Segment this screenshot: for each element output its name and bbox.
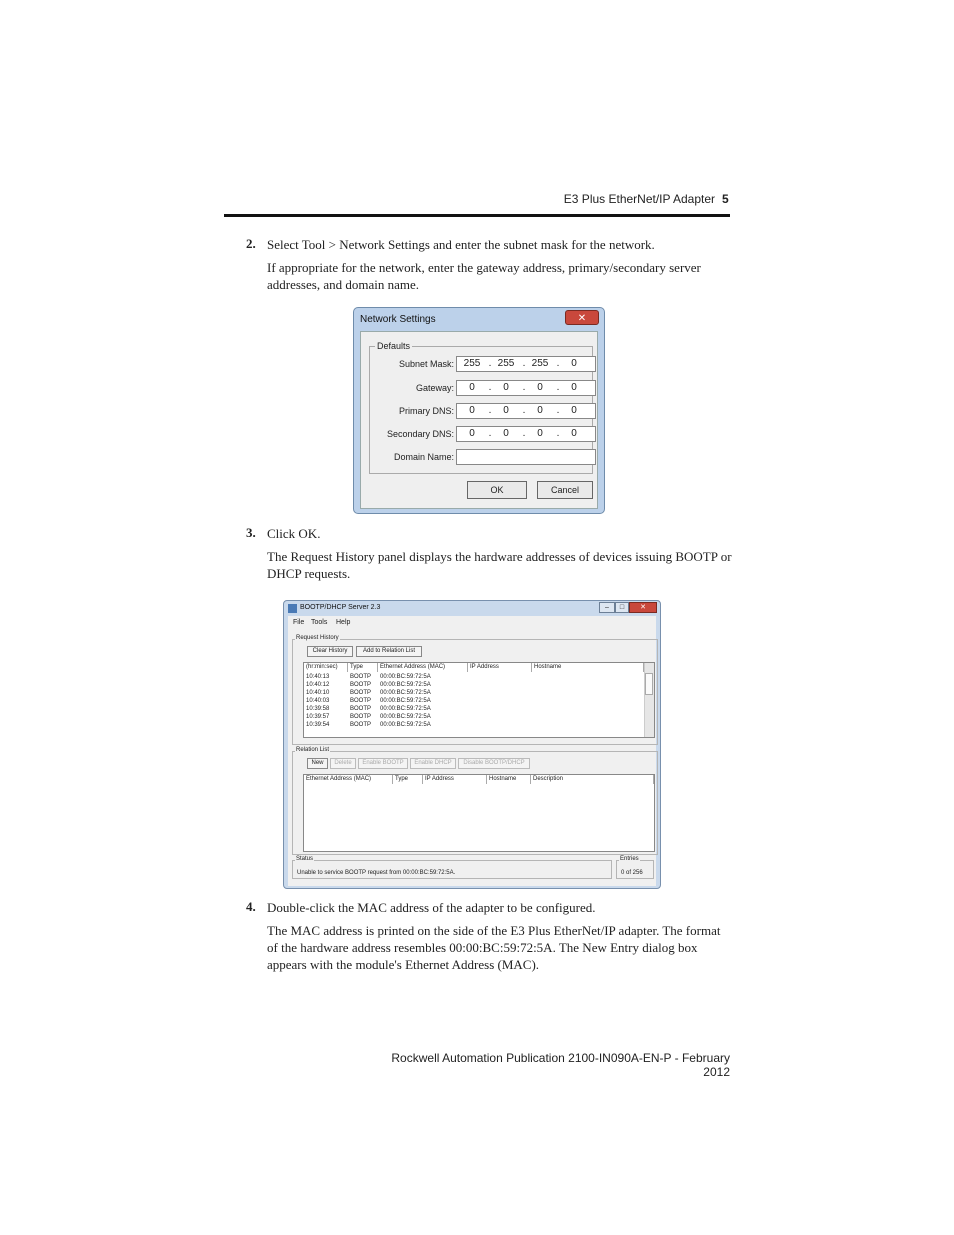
status-label: Status	[296, 856, 314, 862]
table-cell[interactable]: 00:00:BC:59:72:5A	[380, 674, 431, 680]
entries-box	[616, 860, 654, 879]
table-cell[interactable]: 00:00:BC:59:72:5A	[380, 690, 431, 696]
app-icon	[288, 604, 297, 613]
minimize-button[interactable]: –	[599, 602, 615, 613]
new-button[interactable]: New	[307, 758, 328, 769]
column-header[interactable]: Hostname	[487, 775, 531, 784]
table-cell[interactable]: BOOTP	[350, 682, 372, 688]
step-detail: The Request History panel displays the hardware addresses of devices issuing BOOTP or DHCP requests.	[267, 549, 732, 581]
secondary-dns-input[interactable]: 0 . 0 . 0 . 0	[456, 426, 596, 442]
request-history-table[interactable]	[303, 662, 655, 738]
table-cell[interactable]: BOOTP	[350, 722, 372, 728]
table-cell[interactable]: 10:40:03	[306, 698, 330, 704]
relation-list-group	[292, 751, 658, 855]
add-to-relation-list-button[interactable]: Add to Relation List	[356, 646, 422, 657]
octet: 0	[537, 428, 543, 439]
octet: 0	[503, 428, 509, 439]
status-text: Unable to service BOOTP request from 00:00:BC:59:72:5A.	[297, 870, 456, 876]
table-cell[interactable]: BOOTP	[350, 698, 372, 704]
secondary-dns-label: Secondary DNS:	[386, 429, 454, 439]
scrollbar-thumb[interactable]	[645, 673, 653, 695]
domain-name-label: Domain Name:	[393, 452, 454, 462]
column-header[interactable]: (hr:min:sec)	[304, 663, 348, 672]
dialog-body	[360, 331, 598, 509]
window-client-area	[288, 616, 656, 886]
cancel-button[interactable]: Cancel	[537, 481, 593, 499]
step-text: Double-click the MAC address of the adapter to be configured.	[267, 900, 596, 915]
octet: 0	[537, 405, 543, 416]
defaults-group-label: Defaults	[377, 341, 411, 351]
table-cell[interactable]: 10:40:12	[306, 682, 330, 688]
octet: 0	[503, 405, 509, 416]
bootp-dhcp-window	[283, 600, 661, 889]
table-cell[interactable]: 00:00:BC:59:72:5A	[380, 714, 431, 720]
enable-dhcp-button[interactable]: Enable DHCP	[410, 758, 456, 769]
request-history-group	[292, 639, 658, 745]
step-number: 3.	[246, 525, 256, 540]
close-button[interactable]: ✕	[565, 310, 599, 325]
request-history-label: Request History	[296, 635, 339, 641]
table-cell[interactable]: 10:40:10	[306, 690, 330, 696]
step-text: Select Tool > Network Settings and enter the subnet mask for the network.	[267, 237, 655, 252]
primary-dns-input[interactable]: 0 . 0 . 0 . 0	[456, 403, 596, 419]
menu-file[interactable]: File	[293, 619, 305, 626]
octet: 0	[571, 428, 577, 439]
menu-help[interactable]: Help	[336, 619, 351, 626]
table-cell[interactable]: BOOTP	[350, 714, 372, 720]
vertical-scrollbar[interactable]	[644, 663, 654, 737]
octet: 0	[469, 428, 475, 439]
column-header[interactable]: Type	[348, 663, 378, 672]
table-cell[interactable]: BOOTP	[350, 674, 372, 680]
enable-bootp-button[interactable]: Enable BOOTP	[358, 758, 408, 769]
octet: 255	[463, 358, 481, 369]
gateway-input[interactable]: 0 . 0 . 0 . 0	[456, 380, 596, 396]
disable-bootp-dhcp-button[interactable]: Disable BOOTP/DHCP	[458, 758, 530, 769]
entries-count: 0 of 256	[621, 870, 643, 876]
defaults-group	[369, 346, 593, 474]
column-header[interactable]: Type	[393, 775, 423, 784]
column-header[interactable]: Ethernet Address (MAC)	[378, 663, 468, 672]
octet: 0	[469, 405, 475, 416]
table-cell[interactable]: 10:39:58	[306, 706, 330, 712]
octet: 0	[469, 382, 475, 393]
relation-list-label: Relation List	[296, 747, 330, 753]
header-rule	[224, 214, 730, 217]
relation-list-table[interactable]	[303, 774, 655, 852]
status-box	[292, 860, 612, 879]
octet: 0	[571, 358, 577, 369]
primary-dns-label: Primary DNS:	[398, 406, 454, 416]
column-header[interactable]: IP Address	[468, 663, 532, 672]
step-detail: If appropriate for the network, enter the gateway address, primary/secondary server addresses, and domain name.	[267, 260, 701, 292]
step-number: 2.	[246, 236, 256, 251]
page-number: 5	[722, 192, 729, 206]
window-title: BOOTP/DHCP Server 2.3	[300, 604, 381, 611]
maximize-button[interactable]: □	[615, 602, 629, 613]
octet: 0	[571, 382, 577, 393]
step-detail: The MAC address is printed on the side of the E3 Plus EtherNet/IP adapter. The format of the hardware address resembles 00:00:BC:59:72:5A. The New Entry dialog box appears with the module's Ethernet Address (MAC).	[267, 923, 721, 972]
dialog-title: Network Settings	[360, 314, 436, 325]
column-header[interactable]: IP Address	[423, 775, 487, 784]
table-cell[interactable]: 00:00:BC:59:72:5A	[380, 682, 431, 688]
octet: 0	[571, 405, 577, 416]
octet: 0	[537, 382, 543, 393]
column-header[interactable]: Description	[531, 775, 654, 784]
step-number: 4.	[246, 899, 256, 914]
subnet-mask-label: Subnet Mask:	[398, 359, 454, 369]
octet: 255	[531, 358, 549, 369]
column-header[interactable]: Ethernet Address (MAC)	[304, 775, 393, 784]
table-cell[interactable]: 10:39:57	[306, 714, 330, 720]
octet: 0	[503, 382, 509, 393]
domain-name-input[interactable]	[456, 449, 596, 465]
gateway-label: Gateway:	[415, 383, 454, 393]
publication-footer: Rockwell Automation Publication 2100-IN090A-EN-P - February 2012	[391, 1051, 730, 1079]
clear-history-button[interactable]: Clear History	[307, 646, 353, 657]
step-text: Click OK.	[267, 526, 321, 541]
subnet-mask-input[interactable]: 255 . 255 . 255 . 0	[456, 356, 596, 372]
table-cell[interactable]: BOOTP	[350, 706, 372, 712]
table-cell[interactable]: BOOTP	[350, 690, 372, 696]
table-cell[interactable]: 00:00:BC:59:72:5A	[380, 706, 431, 712]
table-cell[interactable]: 00:00:BC:59:72:5A	[380, 698, 431, 704]
table-cell[interactable]: 00:00:BC:59:72:5A	[380, 722, 431, 728]
table-cell[interactable]: 10:40:13	[306, 674, 330, 680]
entries-label: Entries	[620, 856, 639, 862]
column-header[interactable]: Hostname	[532, 663, 644, 672]
running-header-title: E3 Plus EtherNet/IP Adapter	[563, 192, 715, 206]
delete-button[interactable]: Delete	[330, 758, 356, 769]
menu-tools[interactable]: Tools	[311, 619, 328, 626]
network-settings-dialog	[353, 307, 605, 514]
ok-button[interactable]: OK	[467, 481, 527, 499]
table-cell[interactable]: 10:39:54	[306, 722, 330, 728]
close-button[interactable]: ✕	[629, 602, 657, 613]
octet: 255	[497, 358, 515, 369]
